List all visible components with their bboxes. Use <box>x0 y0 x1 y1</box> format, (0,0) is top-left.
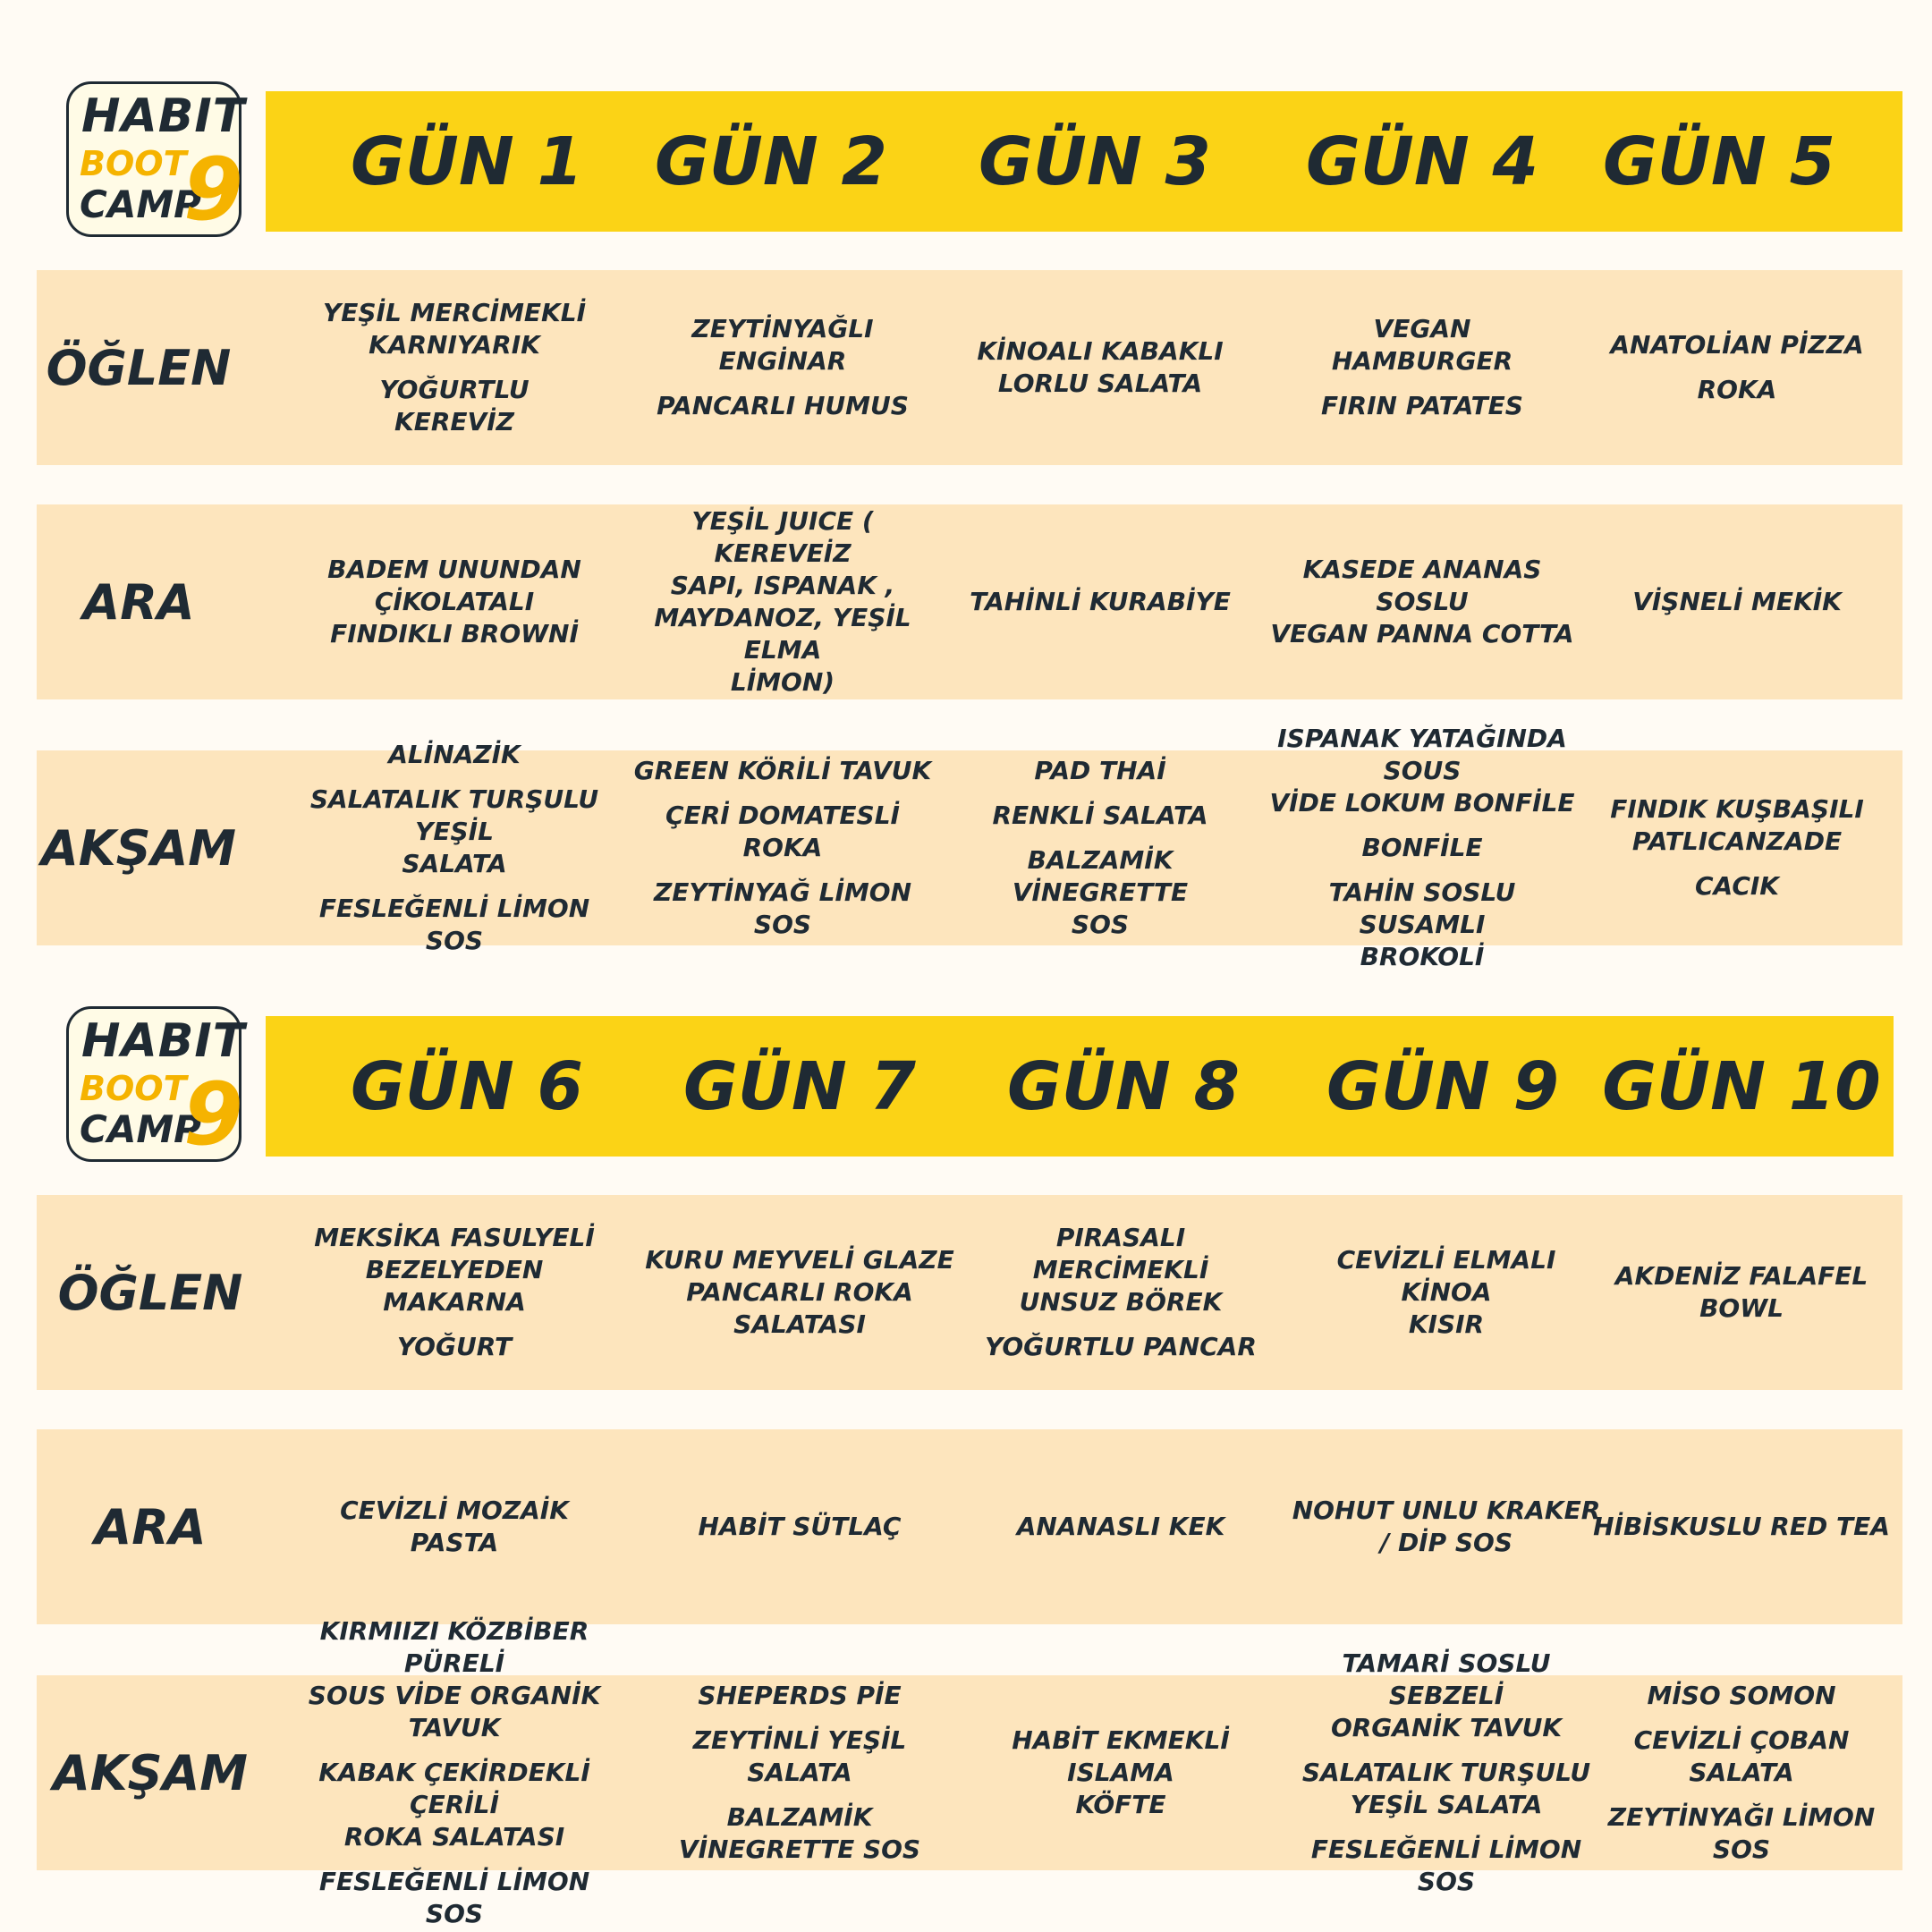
menu-item: MEKSİKA FASULYELİ BEZELYEDEN MAKARNA <box>314 1223 595 1317</box>
day-heading: GÜN 8 <box>1006 1047 1240 1125</box>
menu-item: PANCARLI HUMUS <box>657 391 909 420</box>
menu-item: FESLEĞENLİ LİMON SOS <box>318 894 590 955</box>
menu-item: ANANASLI KEK <box>1016 1512 1225 1541</box>
meal-cell <box>1580 750 1894 945</box>
menu-item: TAMARİ SOSLU SEBZELİ ORGANİK TAVUK <box>1330 1648 1563 1742</box>
menu-item: ISPANAK YATAĞINDA SOUS VİDE LOKUM BONFİLE <box>1269 724 1575 818</box>
logo-text-camp: CAMP <box>80 1107 201 1151</box>
day-header-bar <box>266 91 1902 232</box>
menu-item: ZEYTİNLİ YEŞİL SALATA <box>692 1725 907 1787</box>
meal-row-label: ÖĞLEN <box>57 1264 243 1321</box>
meal-cell <box>298 504 611 699</box>
menu-item: TAHİNLİ KURABİYE <box>970 587 1231 616</box>
day-heading: GÜN 6 <box>350 1047 583 1125</box>
menu-item: SALATALIK TURŞULU YEŞİL SALATA <box>309 784 599 878</box>
menu-item: NOHUT UNLU KRAKER / DİP SOS <box>1292 1496 1601 1557</box>
habit-bootcamp-logo <box>66 81 246 240</box>
meal-cell <box>298 740 611 955</box>
meal-row-dinner <box>37 724 1902 971</box>
menu-item: RENKLİ SALATA <box>992 801 1208 830</box>
menu-item: KASEDE ANANAS SOSLU VEGAN PANNA COTTA <box>1270 555 1574 648</box>
meal-cell <box>1585 1195 1898 1390</box>
logo-number: 9 <box>183 140 243 240</box>
day-heading: GÜN 10 <box>1602 1047 1881 1125</box>
menu-item: CEVİZLİ ELMALI KİNOA KISIR <box>1336 1245 1556 1339</box>
menu-item: CEVİZLİ ÇOBAN SALATA <box>1633 1725 1850 1787</box>
meal-cell <box>298 1195 611 1390</box>
week-block-2 <box>0 925 1932 1928</box>
meal-cell <box>1290 1195 1603 1390</box>
menu-item: ROKA <box>1697 375 1777 404</box>
menu-item: ALİNAZİK <box>388 740 521 769</box>
menu-item: BALZAMİK VİNEGRETTE SOS <box>678 1802 921 1864</box>
menu-item: ZEYTİNYAĞLI ENGİNAR <box>691 314 874 376</box>
menu-item: BADEM UNUNDAN ÇİKOLATALI FINDIKLI BROWNİ <box>327 555 581 648</box>
meal-cell <box>1266 724 1579 971</box>
menu-item: KABAK ÇEKİRDEKLİ ÇERİLİ ROKA SALATASI <box>318 1758 590 1852</box>
meal-cell <box>1585 1675 1898 1870</box>
menu-item: YOĞURTLU PANCAR <box>985 1332 1257 1361</box>
day-heading: GÜN 3 <box>978 123 1211 200</box>
menu-item: HABİT SÜTLAÇ <box>698 1512 902 1541</box>
menu-item: FESLEĞENLİ LİMON SOS <box>318 1867 590 1928</box>
day-heading: GÜN 9 <box>1326 1047 1559 1125</box>
meal-cell <box>298 1429 611 1624</box>
logo-number: 9 <box>183 1064 243 1165</box>
menu-item: HİBİSKUSLU RED TEA <box>1593 1512 1890 1541</box>
meal-cell <box>643 1195 956 1390</box>
meal-cell <box>626 750 939 945</box>
meal-cell <box>626 270 939 465</box>
meal-cell <box>944 504 1257 699</box>
meal-cell <box>1266 270 1579 465</box>
menu-item: PIRASALI MERCİMEKLİ UNSUZ BÖREK <box>1019 1223 1223 1317</box>
menu-item: SALATALIK TURŞULU YEŞİL SALATA <box>1301 1758 1591 1819</box>
menu-item: YEŞİL MERCİMEKLİ KARNIYARIK <box>322 298 587 360</box>
menu-item: PAD THAİ <box>1034 756 1166 785</box>
meal-cell <box>1580 504 1894 699</box>
meal-cell <box>1580 270 1894 465</box>
menu-item: VEGAN HAMBURGER <box>1331 314 1513 376</box>
meal-cell <box>1290 1429 1603 1624</box>
meal-row-snack <box>37 504 1902 699</box>
menu-item: FESLEĞENLİ LİMON SOS <box>1310 1835 1582 1896</box>
menu-item: HABİT EKMEKLİ ISLAMA KÖFTE <box>1012 1725 1230 1819</box>
menu-item: CEVİZLİ MOZAİK PASTA <box>340 1496 569 1557</box>
day-heading: GÜN 1 <box>350 123 583 200</box>
menu-item: AKDENİZ FALAFEL BOWL <box>1614 1261 1868 1323</box>
meal-row-lunch <box>37 1195 1902 1390</box>
day-heading: GÜN 5 <box>1602 123 1835 200</box>
menu-item: ZEYTİNYAĞ LİMON SOS <box>653 877 911 939</box>
meal-row-label: ARA <box>82 573 195 631</box>
menu-item: YOĞURT <box>396 1332 513 1361</box>
day-heading: GÜN 7 <box>682 1047 916 1125</box>
menu-item: ÇERİ DOMATESLİ ROKA <box>665 801 900 862</box>
logo-text-boot: BOOT <box>80 144 187 183</box>
meal-row-snack <box>37 1429 1902 1624</box>
day-heading: GÜN 2 <box>654 123 887 200</box>
menu-item: YEŞİL JUICE ( KEREVEİZ SAPI, ISPANAK , MAYDANOZ, YEŞİL ELMA LİMON) <box>654 506 911 697</box>
meal-cell <box>643 1429 956 1624</box>
meal-cell <box>643 1675 956 1870</box>
meal-row-label: AKŞAM <box>40 819 237 877</box>
menu-item: MİSO SOMON <box>1647 1681 1836 1710</box>
meal-cell <box>298 1616 611 1928</box>
meal-row-label: ÖĞLEN <box>46 339 232 396</box>
menu-item: TAHİN SOSLU SUSAMLI BROKOLİ <box>1328 877 1516 971</box>
meal-row-label: ARA <box>94 1498 207 1555</box>
meal-cell <box>944 270 1257 465</box>
menu-item: VİŞNELİ MEKİK <box>1632 587 1842 616</box>
meal-row-label: AKŞAM <box>52 1744 249 1801</box>
menu-item: GREEN KÖRİLİ TAVUK <box>633 756 932 785</box>
meal-cell <box>964 1195 1277 1390</box>
menu-item: KIRMIIZI KÖZBİBER PÜRELİ SOUS VİDE ORGANİK TAVUK <box>308 1616 601 1742</box>
day-heading: GÜN 4 <box>1305 123 1538 200</box>
menu-item: KİNOALI KABAKLI LORLU SALATA <box>977 336 1224 398</box>
logo-text-habit: HABIT <box>81 89 246 143</box>
menu-item: ZEYTİNYAĞI LİMON SOS <box>1607 1802 1876 1864</box>
meal-row-lunch <box>37 270 1902 465</box>
meal-row-dinner <box>37 1616 1902 1928</box>
meal-cell <box>1290 1648 1603 1896</box>
menu-item: BONFİLE <box>1361 833 1483 862</box>
meal-cell <box>298 270 611 465</box>
logo-text-habit: HABIT <box>81 1014 246 1068</box>
meal-cell <box>626 504 939 699</box>
habit-bootcamp-logo <box>66 1006 246 1165</box>
meal-cell <box>964 1429 1277 1624</box>
logo-text-boot: BOOT <box>80 1069 187 1108</box>
menu-item: FIRIN PATATES <box>1321 391 1523 420</box>
meal-cell <box>944 750 1257 945</box>
meal-cell <box>1266 504 1579 699</box>
menu-item: FINDIK KUŞBAŞILI PATLICANZADE <box>1610 794 1864 856</box>
menu-item: BALZAMİK VİNEGRETTE SOS <box>1012 845 1189 939</box>
menu-item: YOĞURTLU KEREVİZ <box>379 375 530 436</box>
day-header-bar <box>266 1016 1894 1157</box>
menu-item: ANATOLİAN PİZZA <box>1610 330 1864 360</box>
menu-item: KURU MEYVELİ GLAZE PANCARLI ROKA SALATASI <box>645 1245 954 1339</box>
meal-cell <box>964 1675 1277 1870</box>
menu-item: CACIK <box>1694 871 1780 901</box>
meal-cell <box>1585 1429 1898 1624</box>
logo-text-camp: CAMP <box>80 182 201 226</box>
menu-item: SHEPERDS PİE <box>698 1681 902 1710</box>
